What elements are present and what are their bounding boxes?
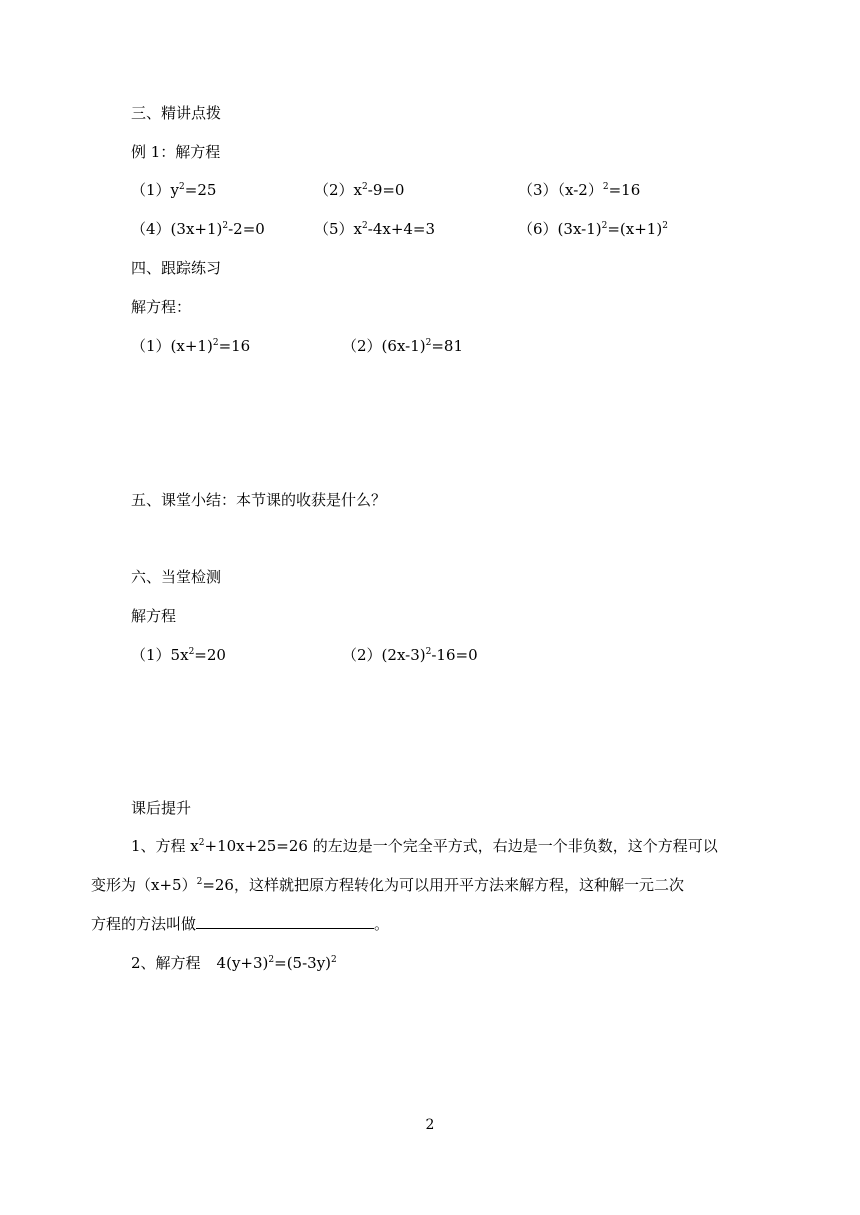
- question-1-line-3: 方程的方法叫做 。: [91, 915, 390, 933]
- question-2: 2、解方程 $4(y+3)^2=(5-3y)^2$: [131, 954, 337, 972]
- test-problem-1: $(1)5x^2=20$: [131, 646, 226, 664]
- section-4-instruction: 解方程：: [131, 298, 192, 316]
- page-number: 2: [425, 1117, 435, 1133]
- practice-problem-2: $(2)(6x-1)^2=81$: [342, 337, 463, 355]
- section-5-summary: 五、课堂小结：本节课的收获是什么？: [131, 491, 387, 509]
- example-problem-2: $(2)x^2-9=0$: [314, 181, 405, 199]
- section-4-heading: 四、跟踪练习: [131, 259, 222, 277]
- test-problem-2: $(2)(2x-3)^2-16=0$: [342, 646, 478, 664]
- section-6-instruction: 解方程: [131, 607, 177, 625]
- answer-blank[interactable]: [196, 914, 374, 929]
- example-problem-6: $(6)(3x-1)^2=(x+1)^2$: [518, 220, 668, 238]
- after-class-heading: 课后提升: [131, 799, 192, 817]
- section-6-heading: 六、当堂检测: [131, 568, 222, 586]
- example-problem-5: $(5)x^2-4x+4=3$: [314, 220, 436, 238]
- example-1-label: 例 1：解方程: [131, 143, 221, 161]
- example-problem-3: $(3)(x-2)^2=16$: [518, 181, 641, 199]
- example-problem-4: $(4)(3x+1)^2-2=0$: [131, 220, 265, 238]
- practice-problem-1: $(1)(x+1)^2=16$: [131, 337, 251, 355]
- example-problem-1: $(1)y^2=25$: [131, 181, 217, 199]
- question-1-line-2: 变形为$(x+5)^2=26$，这样就把原方程转化为可以用开平方法来解方程，这种解一元二次: [91, 876, 684, 894]
- question-1-line-1: 1、方程 $x^2+10x+25=26$ 的左边是一个完全平方式，右边是一个非负数，这个方程可以: [131, 837, 718, 855]
- section-3-heading: 三、精讲点拨: [131, 104, 222, 122]
